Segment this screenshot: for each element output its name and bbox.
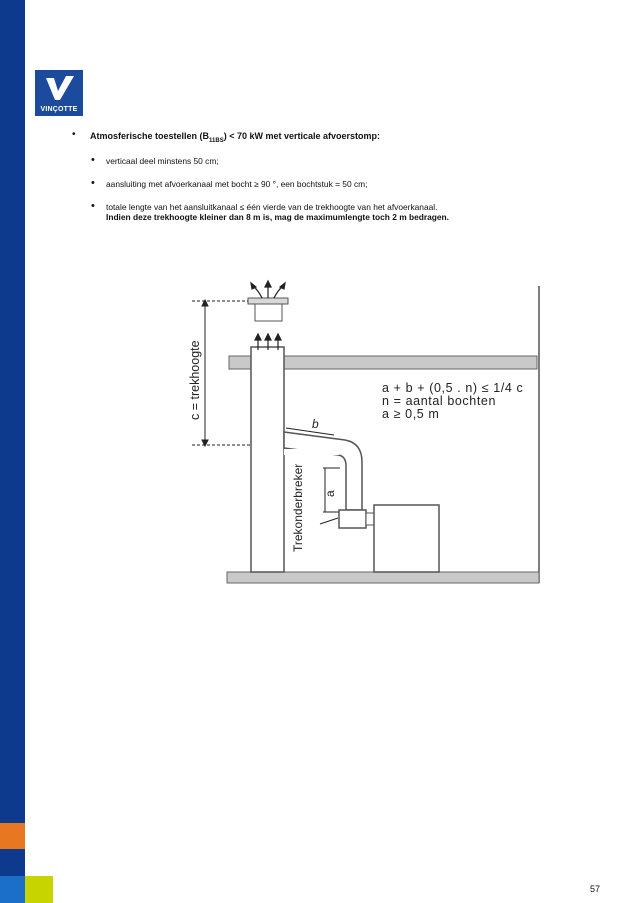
breaker-connector [366,513,374,525]
formula-line: n = aantal bochten [382,394,497,408]
color-block-light-blue [0,876,25,903]
heading-subscript: 11BS [209,137,224,144]
a-dimension [323,468,340,512]
chimney-cap [248,298,288,304]
bullet-item: totale lengte van het aansluitkanaal ≤ één vierde van de trekhoogte van het afvoerkanaal. [106,202,438,212]
logo-text: VINÇOTTE [40,106,78,113]
a-label: a [323,490,337,497]
color-block-lime [25,876,53,903]
heading-text-post: ) < 70 kW met verticale afvoerstomp: [223,131,381,141]
hood-gap [284,449,339,455]
heading-text-pre: Atmosferische toestellen (B [90,131,210,141]
height-label: c = trekhoogte [188,340,202,420]
color-block-dark-blue [0,849,25,876]
draft-breaker [339,510,366,528]
cap-stem [255,304,282,321]
color-block-orange [0,823,25,849]
floor-slab [227,572,539,583]
bullet-item: verticaal deel minstens 50 cm; [106,156,219,166]
page-number: 57 [590,884,601,894]
bullet-item-bold: Indien deze trekhoogte kleiner dan 8 m is, mag de maximumlengte toch 2 m bedragen. [106,212,449,222]
b-label: b [312,417,319,431]
draft-breaker-label: Trekonderbreker [291,463,305,552]
heading-bullet: • [72,129,76,140]
appliance [374,505,439,572]
bullet-item: aansluiting met afvoerkanaal met bocht ≥ 90 °, een bochtstuk = 50 cm; [106,179,368,189]
vertical-flue [251,347,284,572]
bullet-dot: • [91,200,95,212]
formula-line: a + b + (0,5 . n) ≤ 1/4 c [382,381,524,395]
breaker-pointer [320,518,338,524]
bullet-dot: • [91,177,95,189]
bullet-dot: • [91,154,95,166]
formula-line: a ≥ 0,5 m [382,407,440,421]
